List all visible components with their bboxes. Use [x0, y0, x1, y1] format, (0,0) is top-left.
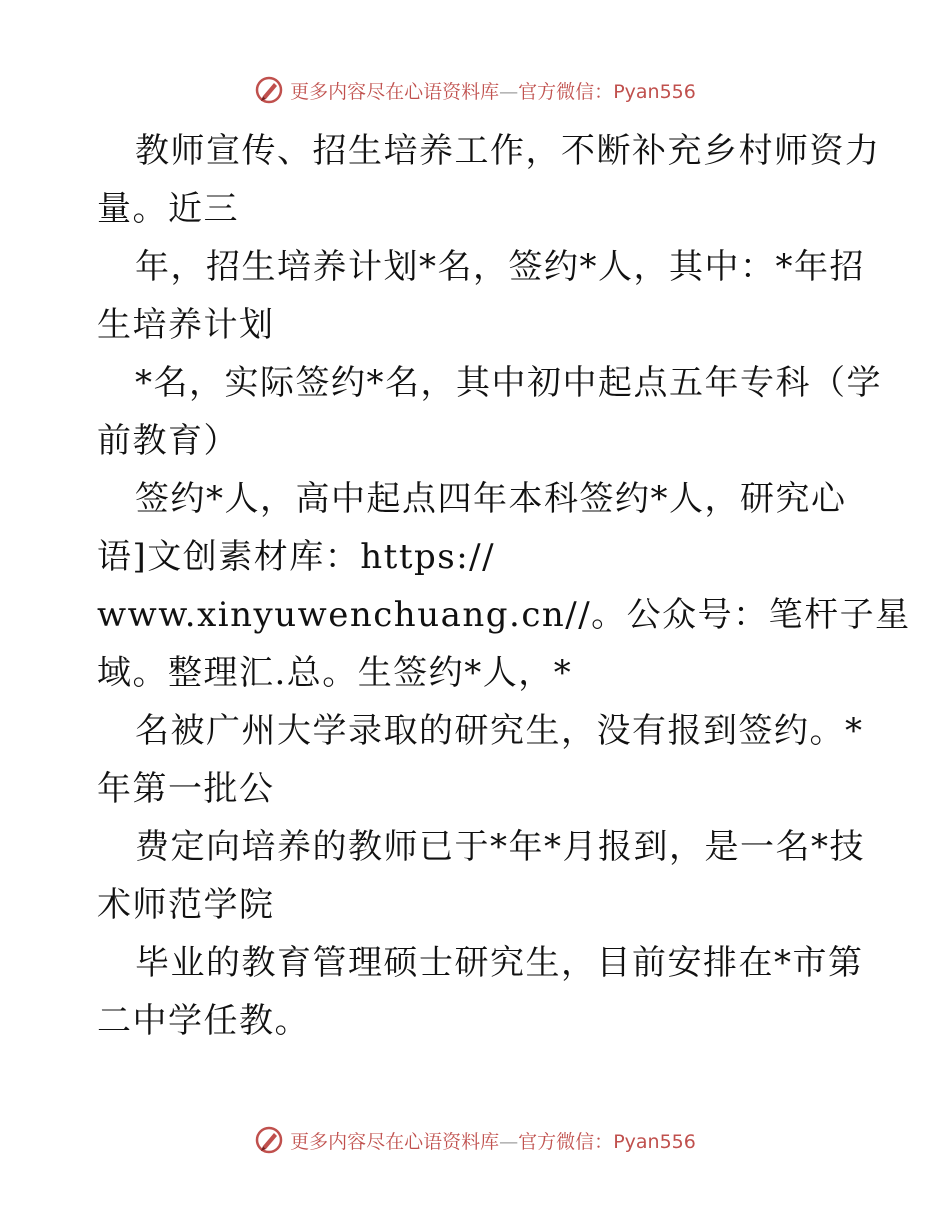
- banner-suffix: 官方微信：: [518, 80, 614, 103]
- body-line: 费定向培养的教师已于*年*月报到，是一名*技: [135, 827, 865, 867]
- banner-text: [290, 77, 696, 104]
- header-banner: [0, 70, 950, 110]
- banner-suffix: 官方微信：: [518, 1130, 614, 1153]
- body-line: www.xinyuwenchuang.cn//。公众号：笔杆子星: [97, 595, 911, 635]
- banner-wechat-id: Pyan556: [613, 80, 696, 103]
- body-line: 语]文创素材库：https://: [97, 537, 496, 577]
- body-line: 教师宣传、招生培养工作，不断补充乡村师资力: [135, 131, 881, 171]
- body-line: 年，招生培养计划*名，签约*人，其中：*年招: [135, 247, 865, 287]
- body-line: 域。整理汇.总。生签约*人，*: [97, 653, 573, 693]
- body-line: 毕业的教育管理硕士研究生，目前安排在*市第: [135, 943, 864, 983]
- body-line: 生培养计划: [97, 305, 275, 345]
- body-line: 量。近三: [97, 189, 239, 229]
- body-line: 前教育）: [97, 421, 239, 461]
- banner-prefix: 更多内容尽在心语资料库: [290, 1130, 500, 1153]
- banner-wechat-id: Pyan556: [613, 1130, 696, 1153]
- document-body: [97, 122, 911, 1050]
- banner-text: [290, 1127, 696, 1154]
- banner-dash: —: [499, 1130, 519, 1153]
- pen-logo-icon: [254, 1125, 284, 1155]
- footer-banner: [0, 1120, 950, 1160]
- body-line: 签约*人，高中起点四年本科签约*人，研究心: [135, 479, 847, 519]
- body-line: *名，实际签约*名，其中初中起点五年专科（学: [135, 363, 882, 403]
- banner-prefix: 更多内容尽在心语资料库: [290, 80, 500, 103]
- banner-dash: —: [499, 80, 519, 103]
- pen-logo-icon: [254, 75, 284, 105]
- body-line: 术师范学院: [97, 885, 275, 925]
- body-line: 名被广州大学录取的研究生，没有报到签约。*: [135, 711, 864, 751]
- body-line: 二中学任教。: [97, 1001, 310, 1041]
- body-line: 年第一批公: [97, 769, 275, 809]
